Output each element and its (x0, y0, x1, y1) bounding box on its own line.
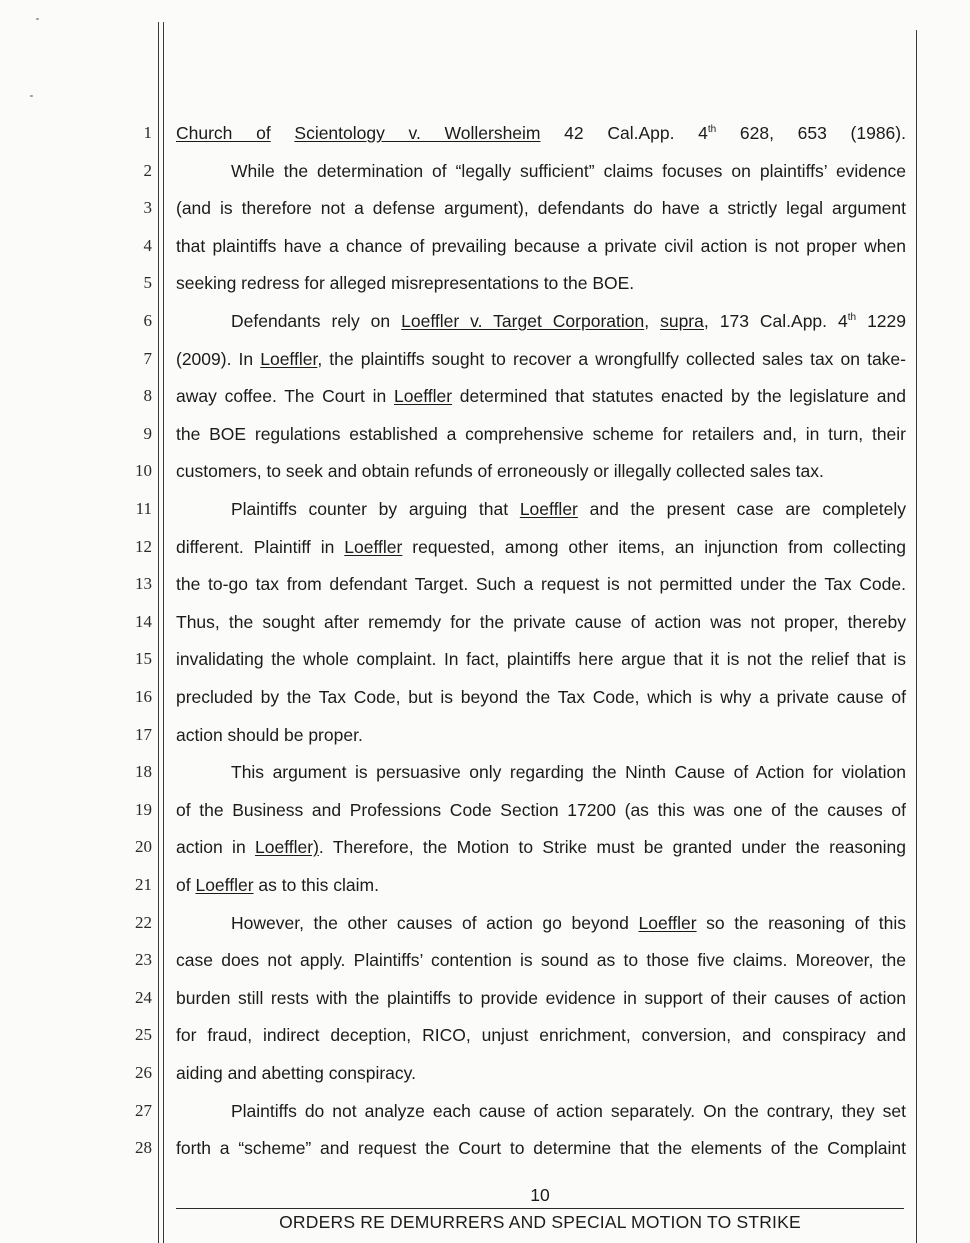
text-run: action in (176, 837, 256, 857)
line-number: 16 (135, 687, 152, 706)
pleading-line (0, 1133, 970, 1163)
line-text (176, 344, 906, 374)
line-text (176, 1058, 906, 1088)
text-run: invalidating the whole complaint. In fact, plaintiffs here argue that it is not the relief that is (176, 649, 906, 669)
footer-title: ORDERS RE DEMURRERS AND SPECIAL MOTION TO STRIKE (279, 1212, 801, 1232)
text-run: 628, 653 (1986). (716, 123, 906, 143)
case-citation: Loeffler v. Target Corporation (401, 311, 645, 331)
text-run: away coffee. The Court in (176, 386, 394, 406)
case-citation: supra (660, 311, 704, 331)
line-number: 9 (143, 424, 152, 443)
line-text (176, 494, 906, 524)
line-text (176, 231, 906, 261)
text-run: of the Business and Professions Code Section 17200 (as this was one of the causes of (176, 800, 906, 820)
line-number: 28 (135, 1138, 152, 1157)
pleading-line (0, 532, 970, 562)
pleading-line (0, 268, 970, 298)
line-number: 8 (143, 386, 152, 405)
pleading-line (0, 607, 970, 637)
line-text (176, 268, 906, 298)
line-text (176, 1133, 906, 1163)
pleading-line (0, 156, 970, 186)
line-number: 5 (143, 273, 152, 292)
pleading-line (0, 231, 970, 261)
pleading-line (0, 795, 970, 825)
line-number: 21 (135, 875, 152, 894)
text-run: Plaintiffs do not analyze each cause of action separately. On the contrary, they set (231, 1101, 906, 1121)
pleading-line (0, 682, 970, 712)
line-number: 26 (135, 1063, 152, 1082)
text-run: . Therefore, the Motion to Strike must be granted under the reasoning (318, 837, 906, 857)
pleading-line (0, 870, 970, 900)
text-run: 42 Cal.App. 4 (540, 123, 708, 143)
text-run: 1229 (856, 311, 907, 331)
line-number: 11 (135, 499, 152, 518)
line-number: 27 (135, 1101, 152, 1120)
line-number: 25 (135, 1025, 152, 1044)
case-citation: Loeffler (519, 499, 578, 519)
pleading-line (0, 193, 970, 223)
pleading-line (0, 720, 970, 750)
case-citation: Loeffler (260, 349, 318, 369)
page-number: 10 (530, 1185, 550, 1205)
line-number: 2 (143, 161, 152, 180)
line-text (176, 607, 906, 637)
case-citation: Loeffler (394, 386, 453, 406)
line-text (176, 682, 906, 712)
line-number: 10 (135, 461, 152, 480)
text-run: , 173 Cal.App. 4 (703, 311, 848, 331)
text-run: that plaintiffs have a chance of prevailing because a private civil action is not proper when (176, 236, 906, 256)
pleading-line (0, 456, 970, 486)
case-citation: Scientology v. Wollersheim (294, 123, 541, 143)
text-run: Plaintiffs counter by arguing that (231, 499, 520, 519)
case-citation: Loeffler (638, 913, 697, 933)
pleading-line (0, 983, 970, 1013)
text-run: (2009). In (176, 349, 261, 369)
line-number: 14 (135, 612, 152, 631)
line-text (176, 532, 906, 562)
pleading-line (0, 1058, 970, 1088)
text-run: the BOE regulations established a comprehensive scheme for retailers and, in turn, their (176, 424, 906, 444)
line-text (176, 156, 906, 186)
pleading-line (0, 908, 970, 938)
line-text (176, 456, 906, 486)
line-number: 3 (143, 198, 152, 217)
line-text (176, 1020, 906, 1050)
text-run: This argument is persuasive only regarding the Ninth Cause of Action for violation (231, 762, 906, 782)
line-number: 20 (135, 837, 152, 856)
footer-rule (176, 1208, 904, 1209)
line-number: 22 (135, 913, 152, 932)
text-run: requested, among other items, an injunction from collecting (402, 537, 906, 557)
line-text (176, 306, 906, 336)
ordinal-superscript: th (847, 312, 857, 324)
text-run (271, 123, 295, 143)
line-number: 18 (135, 762, 152, 781)
text-run: burden still rests with the plaintiffs to provide evidence in support of their causes of action (176, 988, 906, 1008)
text-run: aiding and abetting conspiracy. (176, 1063, 416, 1083)
text-run: and the present case are completely (577, 499, 906, 519)
line-text (176, 193, 906, 223)
line-text (176, 870, 906, 900)
line-number: 1 (143, 123, 152, 142)
text-run: forth a “scheme” and request the Court to determine that the elements of the Complaint (176, 1138, 906, 1158)
case-citation: Loeffler (195, 875, 254, 895)
text-run: customers, to seek and obtain refunds of erroneously or illegally collected sales tax. (176, 461, 824, 481)
text-run: seeking redress for alleged misrepresentations to the BOE. (176, 273, 635, 293)
line-number: 24 (135, 988, 152, 1007)
text-run: of (176, 875, 196, 895)
text-run: , (644, 311, 661, 331)
scan-speck (30, 95, 33, 97)
pleading-line (0, 832, 970, 862)
text-run: action should be proper. (176, 725, 363, 745)
case-citation: Loeffler) (255, 837, 319, 857)
line-text (176, 720, 906, 750)
pleading-line (0, 344, 970, 374)
line-text (176, 757, 906, 787)
pleading-line (0, 945, 970, 975)
text-run: However, the other causes of action go beyond (231, 913, 639, 933)
pleading-line (0, 644, 970, 674)
text-run: case does not apply. Plaintiffs’ contention is sound as to those five claims. Moreover, the (176, 950, 906, 970)
line-text (176, 983, 906, 1013)
line-number: 6 (143, 311, 152, 330)
line-number: 17 (135, 725, 152, 744)
pleading-line (0, 494, 970, 524)
line-number: 12 (135, 537, 152, 556)
ordinal-superscript: th (707, 124, 717, 136)
line-text (176, 1096, 906, 1126)
text-run: (and is therefore not a defense argument), defendants do have a strictly legal argument (176, 198, 906, 218)
text-run: Defendants rely on (231, 311, 402, 331)
pleading-line (0, 118, 970, 148)
text-run: different. Plaintiff in (176, 537, 345, 557)
text-run: for fraud, indirect deception, RICO, unjust enrichment, conversion, and conspiracy and (176, 1025, 906, 1045)
line-text (176, 832, 906, 862)
line-number: 15 (135, 649, 152, 668)
line-text (176, 795, 906, 825)
line-text (176, 381, 906, 411)
scan-speck (36, 18, 39, 20)
pleading-line (0, 419, 970, 449)
line-text (176, 908, 906, 938)
pleading-line (0, 1020, 970, 1050)
text-run: the to-go tax from defendant Target. Such a request is not permitted under the Tax Code. (176, 574, 906, 594)
line-text (176, 644, 906, 674)
line-text (176, 569, 906, 599)
pleading-line (0, 381, 970, 411)
line-number: 19 (135, 800, 152, 819)
case-citation: Church of (176, 123, 271, 143)
pleading-line (0, 757, 970, 787)
line-text (176, 419, 906, 449)
text-run: Thus, the sought after rememdy for the private cause of action was not proper, thereby (176, 612, 906, 632)
pleading-line (0, 569, 970, 599)
pleading-line (0, 1096, 970, 1126)
line-text (176, 118, 906, 148)
text-run: While the determination of “legally sufficient” claims focuses on plaintiffs’ evidence (231, 161, 906, 181)
line-number: 23 (135, 950, 152, 969)
pleading-line (0, 306, 970, 336)
case-citation: Loeffler (344, 537, 403, 557)
line-number: 7 (143, 349, 152, 368)
line-number: 13 (135, 574, 152, 593)
text-run: , the plaintiffs sought to recover a wrongfullfy collected sales tax on take- (317, 349, 906, 369)
text-run: so the reasoning of this (696, 913, 907, 933)
line-number: 4 (143, 236, 152, 255)
text-run: precluded by the Tax Code, but is beyond the Tax Code, which is why a private cause of (176, 687, 906, 707)
text-run: as to this claim. (253, 875, 379, 895)
line-text (176, 945, 906, 975)
text-run: determined that statutes enacted by the legislature and (452, 386, 906, 406)
